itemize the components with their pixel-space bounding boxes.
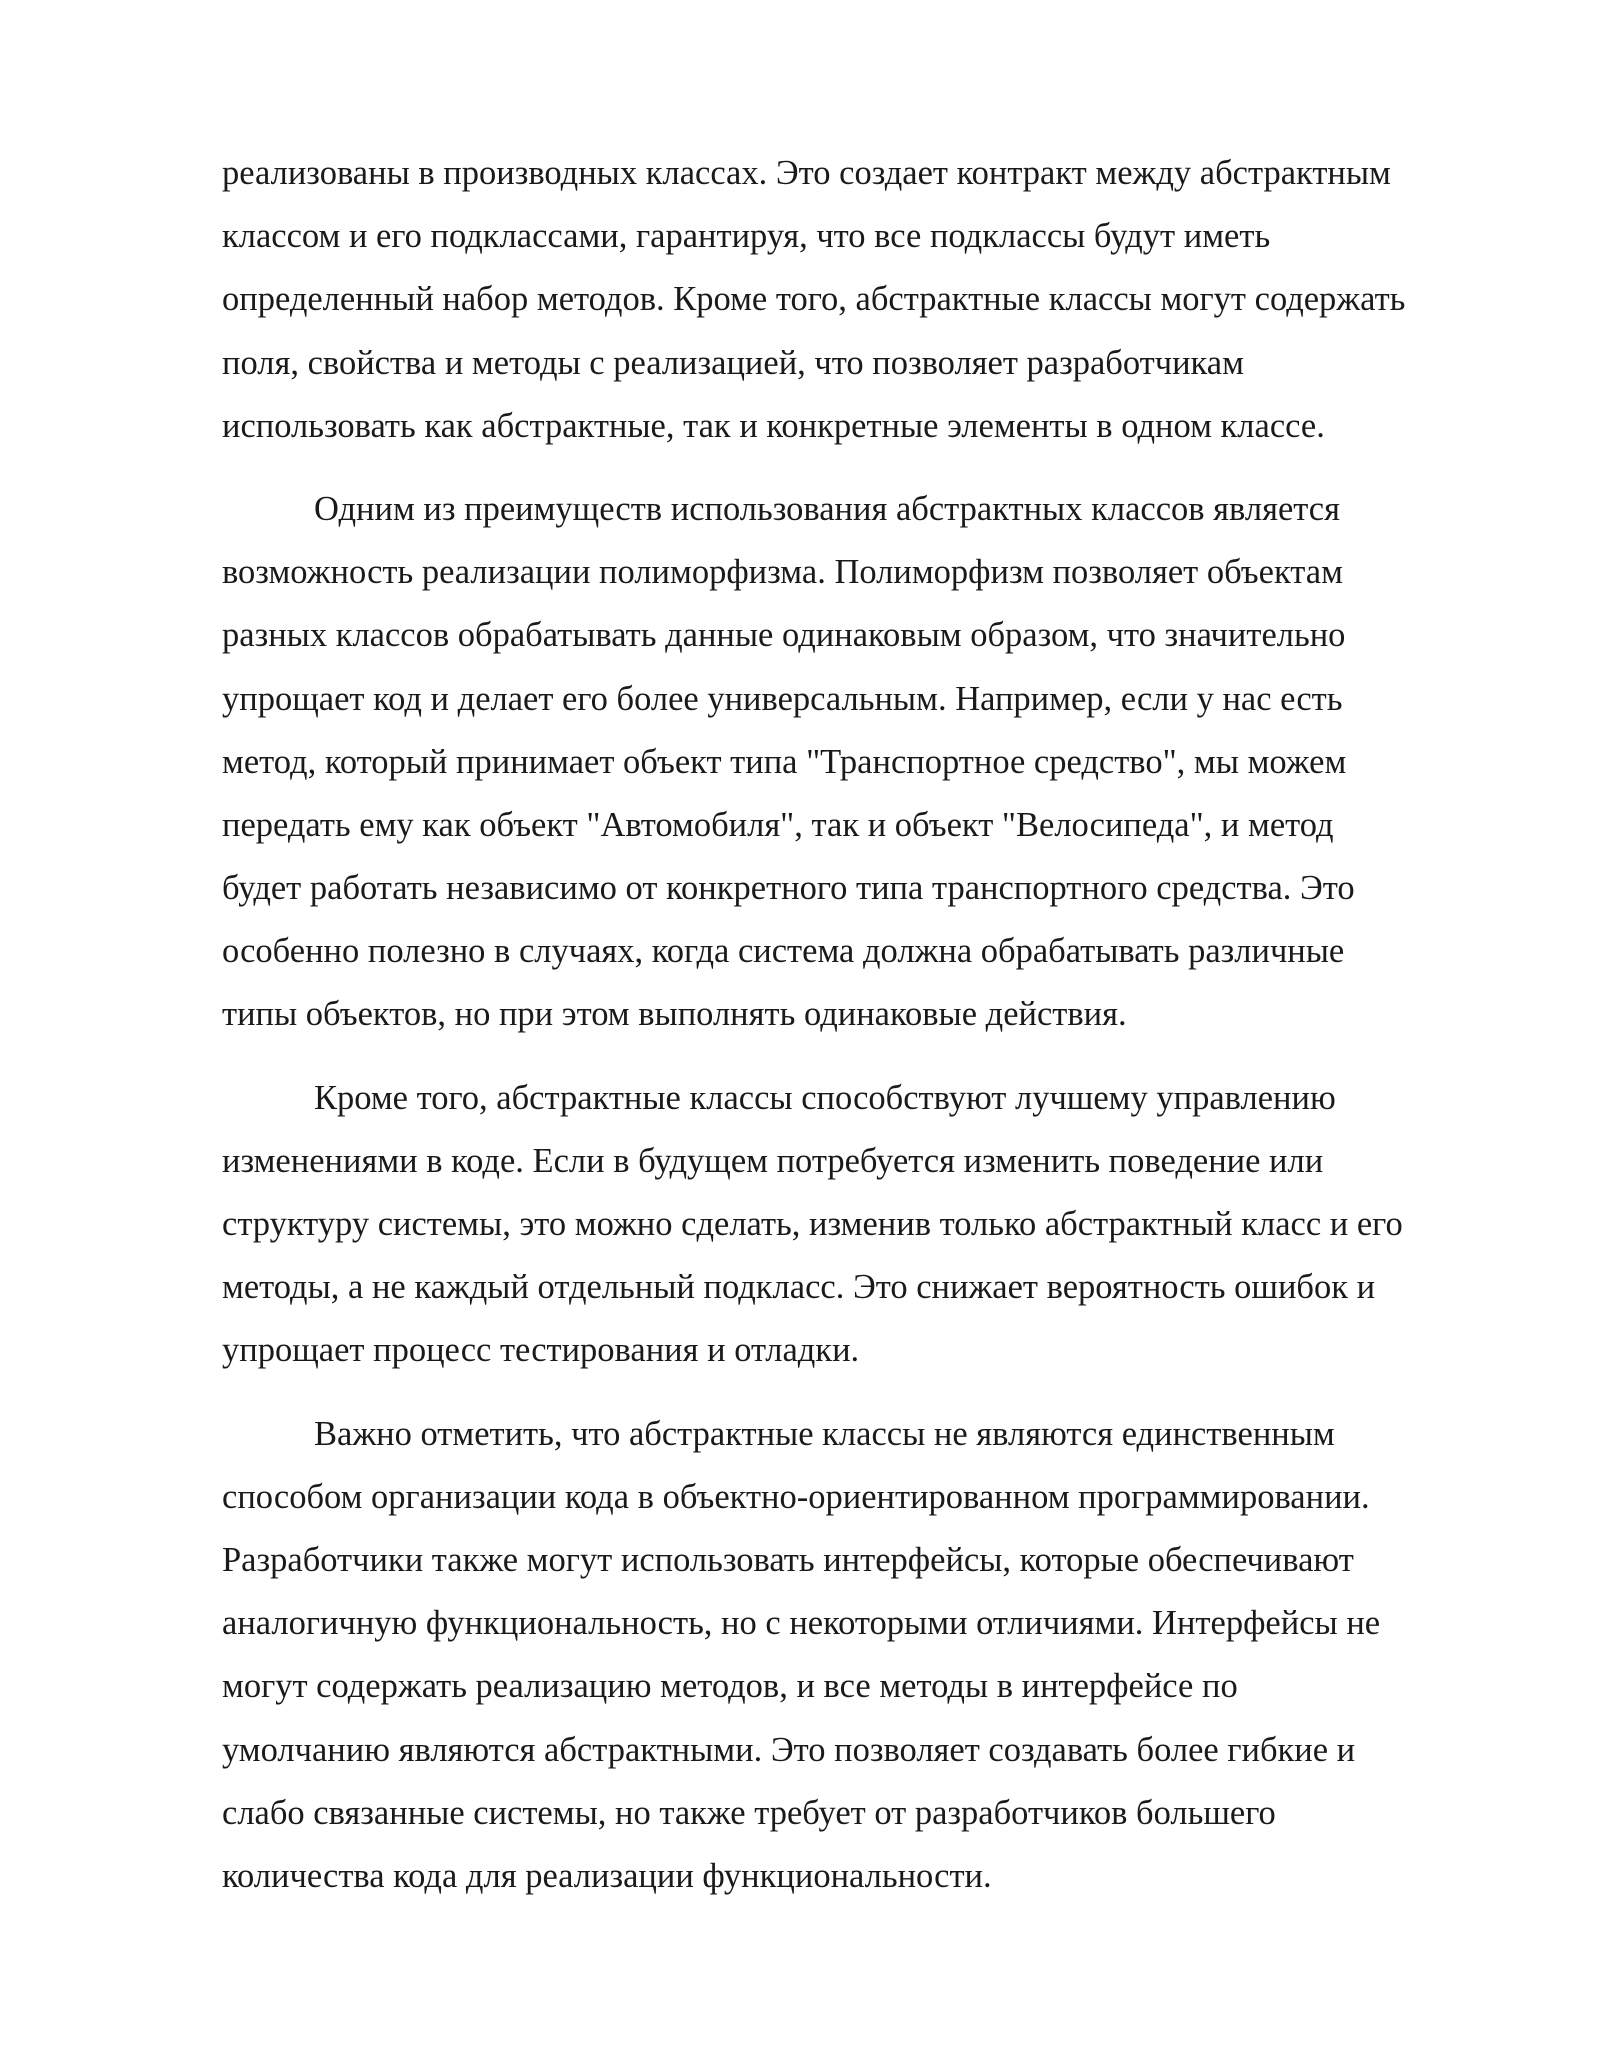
text-line: Одним из преимуществ использования абстрактных классов является (314, 489, 1340, 528)
text-line: количества кода для реализации функциональности. (222, 1856, 992, 1895)
document-body (222, 142, 1522, 1908)
text-line: разных классов обрабатывать данные одинаковым образом, что значительно (222, 616, 1346, 655)
text-line: определенный набор методов. Кроме того, абстрактные классы могут содержать (222, 280, 1406, 319)
text-line: возможность реализации полиморфизма. Полиморфизм позволяет объектам (222, 553, 1343, 592)
text-line: аналогичную функциональность, но с некоторыми отличиями. Интерфейсы не (222, 1604, 1381, 1643)
text-line: упрощает процесс тестирования и отладки. (222, 1331, 860, 1370)
text-line: будет работать независимо от конкретного типа транспортного средства. Это (222, 869, 1355, 908)
text-line: упрощает код и делает его более универсальным. Например, если у нас есть (222, 679, 1343, 718)
text-line: способом организации кода в объектно-ориентированном программировании. (222, 1477, 1370, 1516)
text-line: особенно полезно в случаях, когда система должна обрабатывать различные (222, 932, 1345, 971)
text-line: структуру системы, это можно сделать, изменив только абстрактный класс и его (222, 1205, 1403, 1243)
text-line: Важно отметить, что абстрактные классы не являются единственным (314, 1414, 1335, 1453)
text-line: классом и его подклассами, гарантируя, что все подклассы будут иметь (222, 217, 1271, 256)
text-line: использовать как абстрактные, так и конкретные элементы в одном классе. (222, 406, 1325, 445)
text-line: слабо связанные системы, но также требует от разработчиков большего (222, 1793, 1276, 1832)
paragraph (222, 478, 1522, 1047)
text-line: передать ему как объект "Автомобиля", так и объект "Велосипеда", и метод (222, 805, 1334, 844)
paragraph (222, 1067, 1522, 1383)
text-line: изменениями в коде. Если в будущем потребуется изменить поведение или (222, 1141, 1324, 1180)
text-line: Кроме того, абстрактные классы способствуют лучшему управлению (314, 1078, 1336, 1117)
text-line: метод, который принимает объект типа "Транспортное средство", мы можем (222, 742, 1347, 781)
paragraph (222, 142, 1522, 458)
text-line: умолчанию являются абстрактными. Это позволяет создавать более гибкие и (222, 1730, 1356, 1769)
text-line: Разработчики также могут использовать интерфейсы, которые обеспечивают (222, 1540, 1354, 1579)
text-line: поля, свойства и методы с реализацией, что позволяет разработчикам (222, 343, 1244, 382)
text-line: методы, а не каждый отдельный подкласс. Это снижает вероятность ошибок и (222, 1268, 1376, 1307)
text-line: могут содержать реализацию методов, и все методы в интерфейсе по (222, 1667, 1238, 1706)
paragraph (222, 1403, 1522, 1909)
text-line: реализованы в производных классах. Это создает контракт между абстрактным (222, 154, 1391, 192)
text-line: типы объектов, но при этом выполнять одинаковые действия. (222, 995, 1127, 1034)
